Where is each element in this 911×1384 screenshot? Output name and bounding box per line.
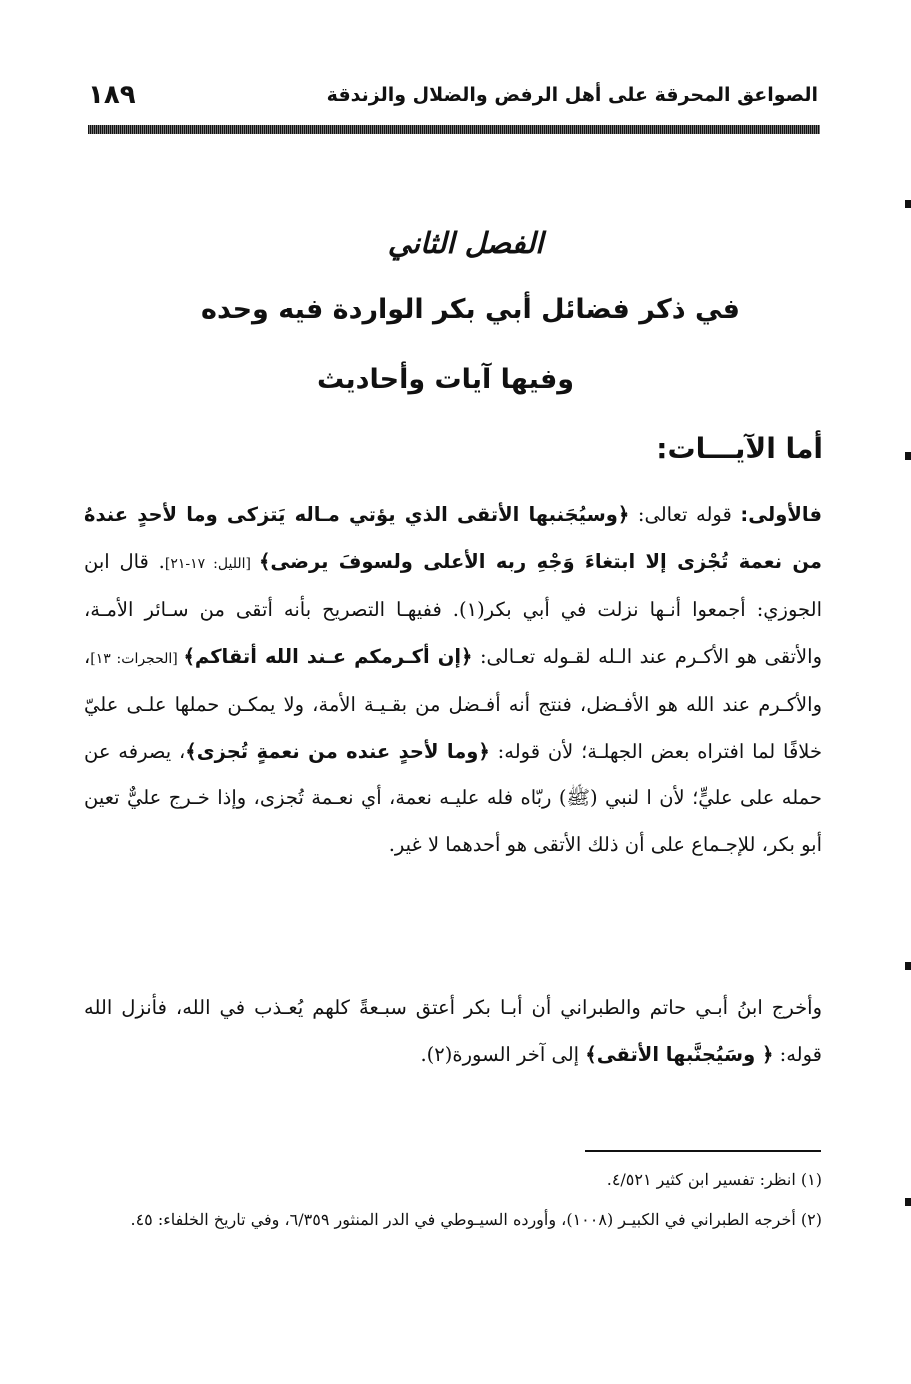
header-title: الصواعق المحرقة على أهل الرفض والضلال والزندقة <box>326 84 818 106</box>
edge-mark <box>905 962 911 970</box>
edge-mark <box>905 452 911 460</box>
quran-verse: ﴿وسيُجَنبها الأتقى الذي يؤتي مـاله يَتزكى وما لأحدٍ عندهُ من نعمة تُجْزى إلا ابتغاءَ وَجْهِ ربه الأعلى ولسوفَ يرضى﴾ <box>84 503 823 573</box>
edge-mark <box>905 1198 911 1206</box>
page-number: ١٨٩ <box>88 80 136 110</box>
verse-reference: [الحجرات: ١٣] <box>90 650 184 667</box>
paragraph-text: ، يصرفه عن حمله على عليٍّ؛ لأن ا لنبي (ﷺ) ربّاه فله عليـه نعمة، أي نعـمة تُجزى، وإذا خـرج عليٌّ تعين أبو بكر، للإجـماع على أن ذلك الأتقى هو أحدهما لا غير. <box>84 739 822 856</box>
quran-verse: ﴿ وسَيُجنَّبها الأتقى﴾ <box>585 1042 774 1066</box>
paragraph-text: إلى آخر السورة(٢). <box>420 1042 586 1066</box>
paragraph-lead: فالأولى: <box>740 503 822 526</box>
chapter-subtitle-second: وفيها آيات وأحاديث <box>316 364 575 395</box>
quran-verse: ﴿إن أكـرمكم عـند الله أتقاكم﴾ <box>183 644 473 668</box>
paragraph-text: . قال ابن الجوزي: أجمعوا أنـها نزلت في أبي بكر(١). ففيهـا التصريح بأنه أتقى من سـائر الأمـة، والأتقى هو الأكـرم عند الـله لقـوله تعـالى: <box>84 549 823 668</box>
footnotes <box>84 1160 822 1240</box>
paragraph-second <box>84 985 822 1078</box>
paragraph-first <box>84 492 822 868</box>
section-heading: أما الآيـــات: <box>656 432 823 465</box>
paragraph-text: قوله تعالى: <box>629 503 741 526</box>
quran-verse: ﴿وما لأحدٍ عنده من نعمةٍ تُجزى﴾ <box>185 739 490 763</box>
footnote-1: (١) انظر: تفسير ابن كثير ٤/٥٢١. <box>606 1170 822 1189</box>
footnote-2: (٢) أخرجه الطبراني في الكبيـر (١٠٠٨)، وأورده السيـوطي في الدر المنثور ٦/٣٥٩، وفي تاريخ الخلفاء: ٤٥. <box>130 1210 822 1229</box>
chapter-title: الفصل الثاني <box>387 226 544 260</box>
footnote-rule <box>585 1150 821 1152</box>
verse-reference: [الليل: ١٧-٢١] <box>164 555 259 572</box>
running-header <box>88 80 818 124</box>
paragraph-text: ، والأكـرم عند الله هو الأفـضل، فنتج أنه أفـضل من بقـيـة الأمة، ولا يمكـن حملها علـى عليّ خلافًا لما افتراه بعض الجهلـة؛ لأن قوله: <box>84 644 822 763</box>
paragraph-text: وأخرج ابنُ أبـي حاتم والطبراني أن أبـا بكر أعتق سبـعةً كلهم يُعـذب في الله، فأنزل الله قوله: <box>84 996 822 1066</box>
chapter-subtitle: في ذكر فضائل أبي بكر الواردة فيه وحده <box>201 294 740 325</box>
header-rule <box>88 125 820 134</box>
edge-mark <box>905 200 911 208</box>
